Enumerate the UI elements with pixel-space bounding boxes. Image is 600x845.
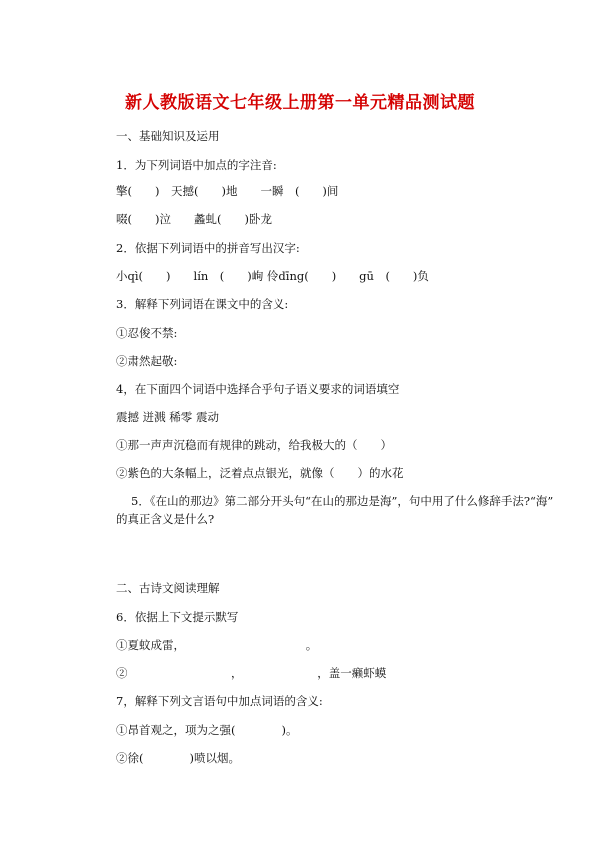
q1-prompt: 1．为下列词语中加点的字注音: (116, 158, 277, 172)
section-1-heading: 一、基础知识及运用 (116, 129, 220, 143)
q6-item-1: ①夏蚊成雷， 。 (116, 638, 318, 652)
q4-item-1: ①那一声声沉稳而有规律的跳动，给我极大的（ ） (116, 438, 392, 452)
q2-prompt: 2．依据下列词语中的拼音写出汉字: (116, 241, 300, 255)
q4-item-2: ②紫色的大条幅上，泛着点点银光，就像（ ）的水花 (116, 466, 404, 480)
document-title: 新人教版语文七年级上册第一单元精品测试题 (125, 93, 475, 113)
q2-row-1: 小qì( ) lín ( )峋 伶dīng( ) gū ( )负 (116, 269, 429, 283)
q5-line-2: 的真正含义是什么? (116, 512, 215, 526)
q3-item-1: ①忍俊不禁: (116, 326, 178, 340)
q1-row-1: 擎( ) 天撼( )地 一瞬 ( )间 (116, 184, 339, 198)
section-2-heading: 二、古诗文阅读理解 (116, 581, 220, 595)
q5-line-1: 5．《在山的那边》第二部分开头句“在山的那边是海”，句中用了什么修辞手法?“海” (131, 494, 554, 508)
q3-item-2: ②肃然起敬: (116, 354, 178, 368)
q7-item-1: ①昂首观之，项为之强( )。 (116, 723, 298, 737)
q4-options: 震撼 迸溅 稀零 震动 (116, 410, 219, 424)
q3-prompt: 3．解释下列词语在课文中的含义: (116, 297, 289, 311)
q4-prompt: 4，在下面四个词语中选择合乎句子语义要求的词语填空 (116, 382, 400, 396)
q6-prompt: 6．依据上下文提示默写 (116, 610, 239, 624)
q7-prompt: 7，解释下列文言语句中加点词语的含义: (116, 694, 323, 708)
q7-item-2: ②徐( )喷以烟。 (116, 751, 240, 765)
q6-item-2: ② ， ，盖一癞虾蟆 (116, 666, 387, 680)
q1-row-2: 啜( )泣 蠡虬( )卧龙 (116, 212, 272, 226)
